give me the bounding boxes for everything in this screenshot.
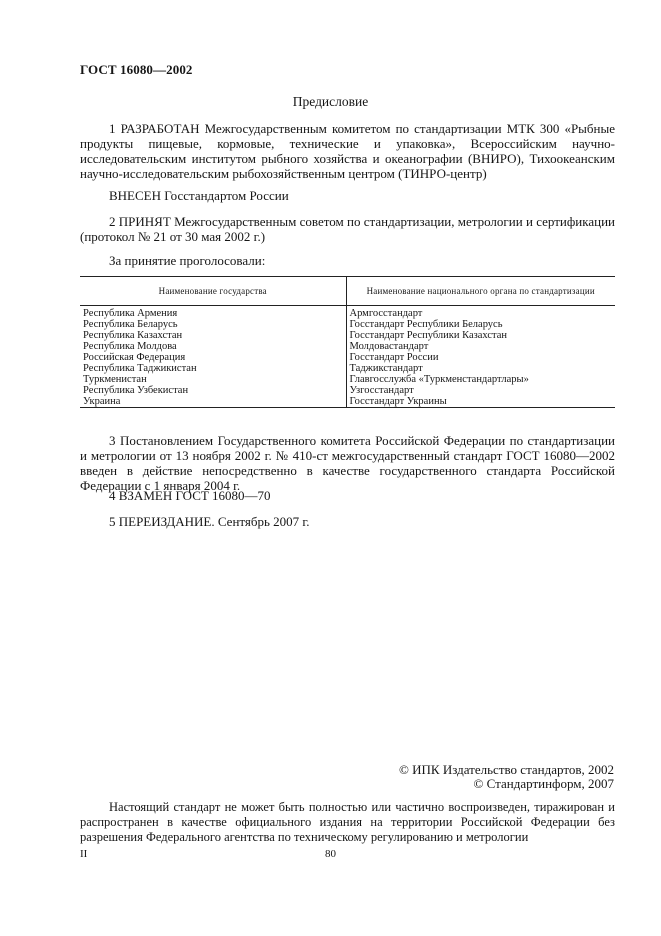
table-row xyxy=(80,385,615,396)
paragraph-developed xyxy=(80,121,615,181)
paragraph-introduced xyxy=(80,188,615,203)
body-cell: Госстандарт Республики Беларусь xyxy=(346,319,615,330)
body-cell: Армгосстандарт xyxy=(346,306,615,320)
copyright-standartinform: © Стандартинформ, 2007 xyxy=(473,776,614,791)
paragraph-adopted xyxy=(80,214,615,244)
column-header-national-body: Наименование национального органа по стандартизации xyxy=(346,277,615,306)
paragraph-reissue xyxy=(80,514,615,529)
body-cell: Госстандарт России xyxy=(346,352,615,363)
copyright-ipk: © ИПК Издательство стандартов, 2002 xyxy=(399,762,614,777)
state-cell: Республика Таджикистан xyxy=(83,363,197,374)
body-cell: Госстандарт Украины xyxy=(346,396,615,408)
column-header-state: Наименование государства xyxy=(80,277,346,306)
paragraph-replaces: 4 ВЗАМЕН ГОСТ 16080—70 xyxy=(109,488,271,503)
document-code: ГОСТ 16080—2002 xyxy=(80,62,193,77)
paragraph-text: Межгосударственным комитетом по стандартизации МТК 300 «Рыбные продукты пищевые, кормовые, технические и упаковка», Всероссийским научно-исследовательским институтом рыбного хозяйства и океанографии (ВНИРО), Тихоокеанским научно-исследовательским рыбохозяйственным центром (ТИНРО-центр) xyxy=(80,121,615,181)
body-cell: Молдовастандарт xyxy=(346,341,615,352)
table-row xyxy=(80,352,615,363)
roman-page-marker: II xyxy=(80,848,88,860)
state-cell: Туркменистан xyxy=(83,374,147,385)
table-row xyxy=(80,374,615,385)
paragraph-text: Межгосударственным советом по стандартизации, метрологии и сертификации (протокол № 21 от 30 мая 2002 г.) xyxy=(80,214,615,244)
state-cell: Республика Беларусь xyxy=(83,319,178,330)
body-cell: Узгосстандарт xyxy=(346,385,615,396)
paragraph-enacted: 3 Постановлением Государственного комитета Российской Федерации по стандартизации и метрологии от 13 ноября 2002 г. № 410-ст межгосударственный стандарт ГОСТ 16080—2002 введен в действие непосредственно в качестве государственного стандарта Российской Федерации с 1 января 2004 г. xyxy=(80,433,615,493)
table-row xyxy=(80,306,615,320)
vote-intro: За принятие проголосовали: xyxy=(109,253,266,268)
state-cell: Республика Узбекистан xyxy=(83,385,189,396)
state-cell: Республика Молдова xyxy=(83,341,177,352)
foreword-title: Предисловие xyxy=(292,94,369,109)
page-number: 80 xyxy=(325,848,336,860)
body-cell: Госстандарт Республики Казахстан xyxy=(346,330,615,341)
table-header-row xyxy=(80,277,615,306)
paragraph-lead: 5 ПЕРЕИЗДАНИЕ. xyxy=(109,514,215,529)
table-row xyxy=(80,363,615,374)
state-cell: Украина xyxy=(80,396,346,408)
paragraph-lead: ВНЕСЕН xyxy=(109,188,161,203)
body-cell: Таджикстандарт xyxy=(346,363,615,374)
votes-table xyxy=(80,276,615,408)
reproduction-notice: Настоящий стандарт не может быть полностью или частично воспроизведен, тиражирован и распространен в качестве официального издания на территории Российской Федерации без разрешения Федерального агентства по техническому регулированию и метрологии xyxy=(80,800,615,844)
table-row xyxy=(80,319,615,330)
paragraph-lead: 2 ПРИНЯТ xyxy=(109,214,171,229)
state-cell: Республика Армения xyxy=(83,308,178,319)
state-cell: Российская Федерация xyxy=(83,352,186,363)
paragraph-text: Сентябрь 2007 г. xyxy=(214,514,310,529)
state-cell: Республика Казахстан xyxy=(83,330,183,341)
paragraph-lead: 1 РАЗРАБОТАН xyxy=(109,121,200,136)
table-row xyxy=(80,330,615,341)
body-cell: Главгосслужба «Туркменстандартлары» xyxy=(346,374,615,385)
table-row xyxy=(80,396,615,408)
paragraph-text: Госстандартом России xyxy=(161,188,289,203)
table-row xyxy=(80,341,615,352)
